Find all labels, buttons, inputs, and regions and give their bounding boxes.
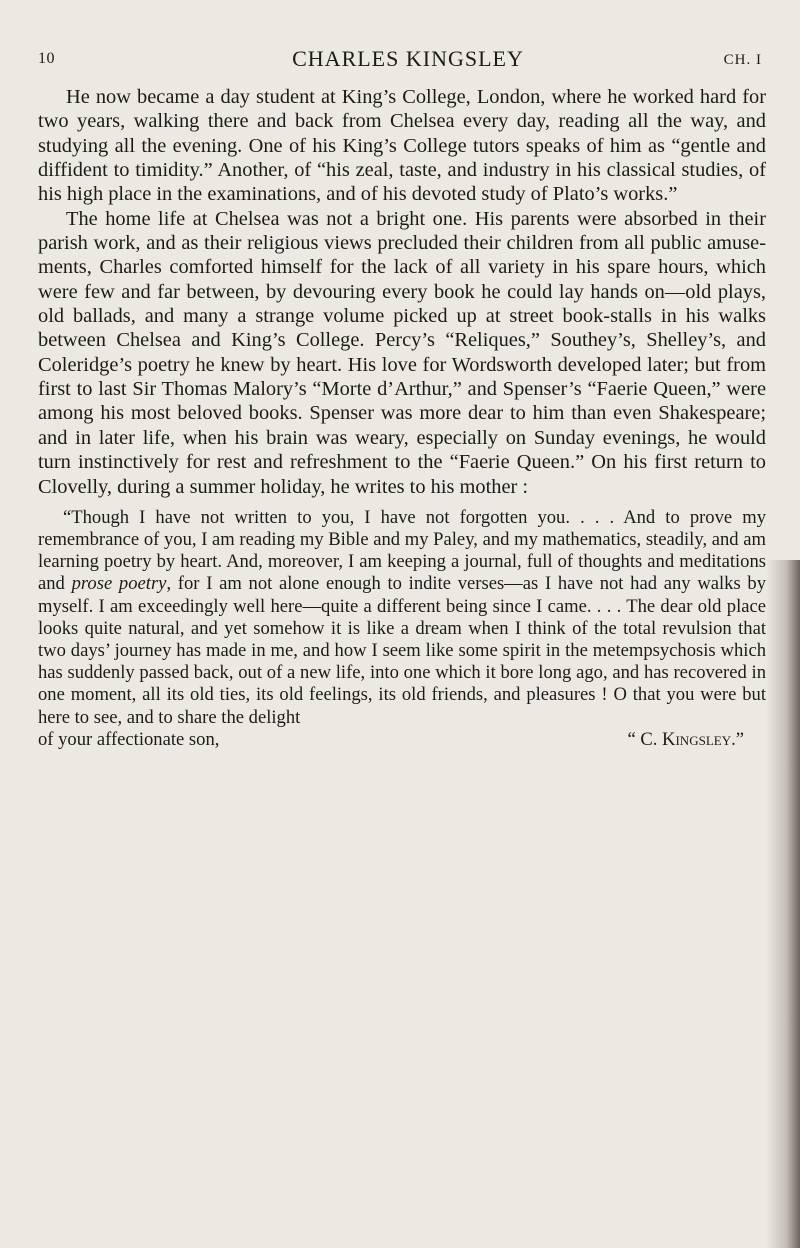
- body-text: [38, 85, 766, 751]
- chapter-mark: CH. I: [723, 52, 762, 68]
- running-title: CHARLES KINGSLEY: [292, 46, 524, 71]
- letter-closing: of your affectionate son,: [38, 728, 220, 750]
- letter-signature: “ C. Kingsley.”: [627, 728, 744, 750]
- letter-text-end: , for I am not alone enough to indite verses—as I have not had any walks by myself. I am exceedingly well here—quite a different being since I came. . . . The dear old place looks quite natural, and yet somehow it is like a dream when I think of the total revulsion that two days’ journey has made in me, and how I seem like some spirit in the metempsychosis which has suddenly passed back, out of a new life, into one which it bore long ago, and has recovered in one moment, all its old ties, its old feelings, its old friends, and pleasures ! O that you were but here to see, and to share the delight: [38, 573, 767, 728]
- page-edge-shadow: [766, 560, 800, 1248]
- page-number: 10: [38, 50, 55, 67]
- letter-italic-phrase: prose poetry: [71, 573, 167, 595]
- running-head: [38, 46, 778, 76]
- paragraph-kings-college: He now became a day student at King’s College, London, where he worked hard for two years, walking there and back from Chelsea every day, reading all the way, and studying all the evening. One of his King’s College tutors speaks of him as “gentle and diffident to timidity.” Another, of “his zeal, taste, and industry in his classical studies, of his high place in the examinations, and of his devoted study of Plato’s works.”: [38, 86, 766, 206]
- letter-signoff: [38, 729, 766, 751]
- letter-quote: [38, 507, 766, 729]
- paragraph-home-life: The home life at Chelsea was not a bright one. His parents were absorbed in their parish work, and as their religious views precluded their children from all public amusements, Charles comforted himself for the lack of all variety in his spare hours, which were few and far between, by devouring every book he could lay hands on—old plays, old ballads, and many a strange volume picked up at street book-stalls in his walks between Chelsea and King’s College. Percy’s “Reliques,” Southey’s, Shelley’s, and Coleridge’s poetry he knew by heart. His love for Wordsworth developed later; but from first to last Sir Thomas Malory’s “Morte d’Arthur,” and Spenser’s “Faerie Queen,” were among his most beloved books. Spenser was more dear to him than even Shakespeare; and in later life, when his brain was weary, especially on Sunday evenings, he would turn instinctively for rest and refreshment to the “Faerie Queen.” On his first return to Clovelly, during a summer holiday, he writes to his mother :: [38, 207, 766, 498]
- letter-text-start: “Though I have not written to you, I have not forgotten you. . . . And to prove my remembrance of you, I am reading my Bible and my Paley, and my mathematics, steadily, and am learning poetry by heart. And, moreover, I am keeping a journal, full of thoughts and meditations and: [38, 506, 766, 595]
